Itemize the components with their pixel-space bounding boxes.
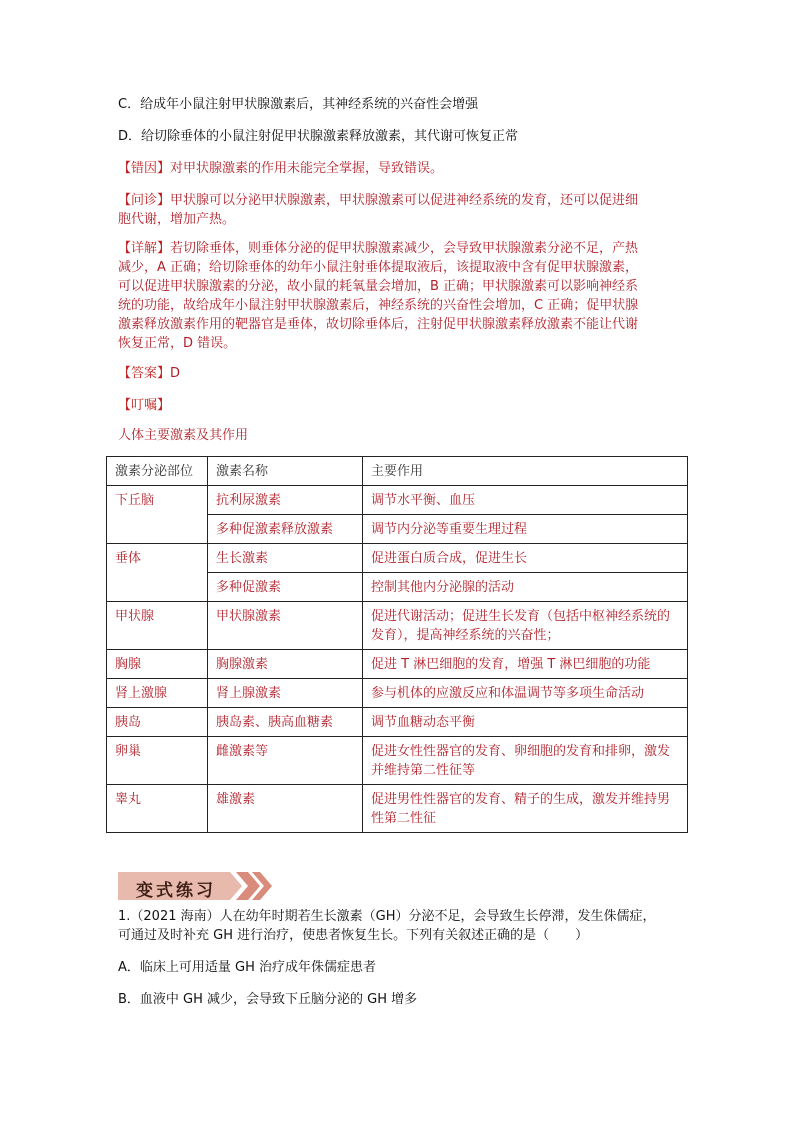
question-stem-line-1: 1.（2021 海南）人在幼年时期若生长激素（GH）分泌不足，会导致生长停滞，发生侏儒症， — [118, 909, 656, 924]
table-row — [107, 737, 688, 785]
error-tag: 【错因】 — [118, 161, 171, 176]
cell-name: 胸腺激素 — [208, 650, 363, 679]
cell-function: 促进男性性器官的发育、精子的生成，激发并维持男性第二性征 — [363, 785, 688, 833]
detail-line-4: 统的功能，故给成年小鼠注射甲状腺激素后，神经系统的兴奋性会增加，C 正确；促甲状腺 — [118, 298, 639, 313]
cell-name: 抗利尿激素 — [208, 486, 363, 515]
table-title: 人体主要激素及其作用 — [118, 428, 249, 443]
cell-site: 胸腺 — [107, 650, 208, 679]
table-row — [107, 544, 688, 573]
error-text: 对甲状腺激素的作用未能完全掌握，导致错误。 — [170, 161, 444, 176]
reminder — [118, 396, 170, 416]
banner-label: 变式练习 — [136, 881, 216, 901]
cell-function: 促进 T 淋巴细胞的发育，增强 T 淋巴细胞的功能 — [363, 650, 688, 679]
cell-name: 雄激素 — [208, 785, 363, 833]
cell-function: 促进女性性器官的发育、卵细胞的发育和排卵，激发并维持第二性征等 — [363, 737, 688, 785]
table-row — [107, 679, 688, 708]
cell-site: 下丘脑 — [107, 486, 208, 544]
diagnosis-line-2: 胞代谢，增加产热。 — [118, 212, 236, 227]
cell-function: 控制其他内分泌腺的活动 — [363, 573, 688, 602]
cell-function: 促进代谢活动；促进生长发育（包括中枢神经系统的发育），提高神经系统的兴奋性； — [363, 602, 688, 650]
detail-tag: 【详解】 — [118, 241, 171, 256]
table-header-row — [107, 457, 688, 486]
option-c: C．给成年小鼠注射甲状腺激素后，其神经系统的兴奋性会增强 — [118, 97, 479, 112]
answer — [118, 364, 180, 384]
option-d: D．给切除垂体的小鼠注射促甲状腺激素释放激素，其代谢可恢复正常 — [118, 129, 519, 144]
question-stem-line-2: 可通过及时补充 GH 进行治疗，使患者恢复生长。下列有关叙述正确的是（ ） — [118, 928, 589, 943]
detail-line-2: 减少，A 正确；给切除垂体的幼年小鼠注射垂体提取液后，该提取液中含有促甲状腺激素， — [118, 260, 639, 275]
detail-line-3: 可以促进甲状腺激素的分泌，故小鼠的耗氧量会增加，B 正确；甲状腺激素可以影响神经系 — [118, 279, 639, 294]
cell-name: 多种促激素释放激素 — [208, 515, 363, 544]
table-row — [107, 708, 688, 737]
cell-site: 卵巢 — [107, 737, 208, 785]
table-row — [107, 602, 688, 650]
table-row — [107, 486, 688, 515]
cell-function: 调节内分泌等重要生理过程 — [363, 515, 688, 544]
error-cause — [118, 159, 443, 179]
cell-name: 多种促激素 — [208, 573, 363, 602]
detail-line-5: 激素释放激素作用的靶器官是垂体，故切除垂体后，注射促甲状腺激素释放激素不能让代谢 — [118, 317, 639, 332]
cell-site: 胰岛 — [107, 708, 208, 737]
header-site: 激素分泌部位 — [107, 457, 208, 486]
cell-function: 参与机体的应激反应和体温调节等多项生命活动 — [363, 679, 688, 708]
table-row — [107, 650, 688, 679]
detail-line-1: 【详解】若切除垂体，则垂体分泌的促甲状腺激素减少，会导致甲状腺激素分泌不足，产热 — [118, 241, 639, 256]
cell-name: 肾上腺激素 — [208, 679, 363, 708]
cell-site: 肾上激腺 — [107, 679, 208, 708]
cell-function: 调节血糖动态平衡 — [363, 708, 688, 737]
header-name: 激素名称 — [208, 457, 363, 486]
hormone-table — [106, 456, 688, 833]
variant-practice-banner — [118, 868, 274, 904]
cell-function: 促进蛋白质合成，促进生长 — [363, 544, 688, 573]
cell-name: 甲状腺激素 — [208, 602, 363, 650]
diagnosis-tag: 【问诊】 — [118, 193, 171, 208]
cell-name: 生长激素 — [208, 544, 363, 573]
detail-line-6: 恢复正常，D 错误。 — [118, 336, 237, 351]
diagnosis-line-1: 【问诊】甲状腺可以分泌甲状腺激素，甲状腺激素可以促进神经系统的发育，还可以促进细 — [118, 193, 639, 208]
reminder-tag: 【叮嘱】 — [118, 398, 171, 413]
cell-site: 睾丸 — [107, 785, 208, 833]
cell-function: 调节水平衡、血压 — [363, 486, 688, 515]
answer-tag: 【答案】 — [118, 366, 171, 381]
table-row — [107, 785, 688, 833]
option-a: A．临床上可用适量 GH 治疗成年侏儒症患者 — [118, 960, 377, 975]
header-function: 主要作用 — [363, 457, 688, 486]
answer-value: D — [170, 366, 181, 381]
cell-name: 胰岛素、胰高血糖素 — [208, 708, 363, 737]
cell-site: 垂体 — [107, 544, 208, 602]
cell-name: 雌激素等 — [208, 737, 363, 785]
cell-site: 甲状腺 — [107, 602, 208, 650]
option-b: B．血液中 GH 减少，会导致下丘脑分泌的 GH 增多 — [118, 992, 418, 1007]
